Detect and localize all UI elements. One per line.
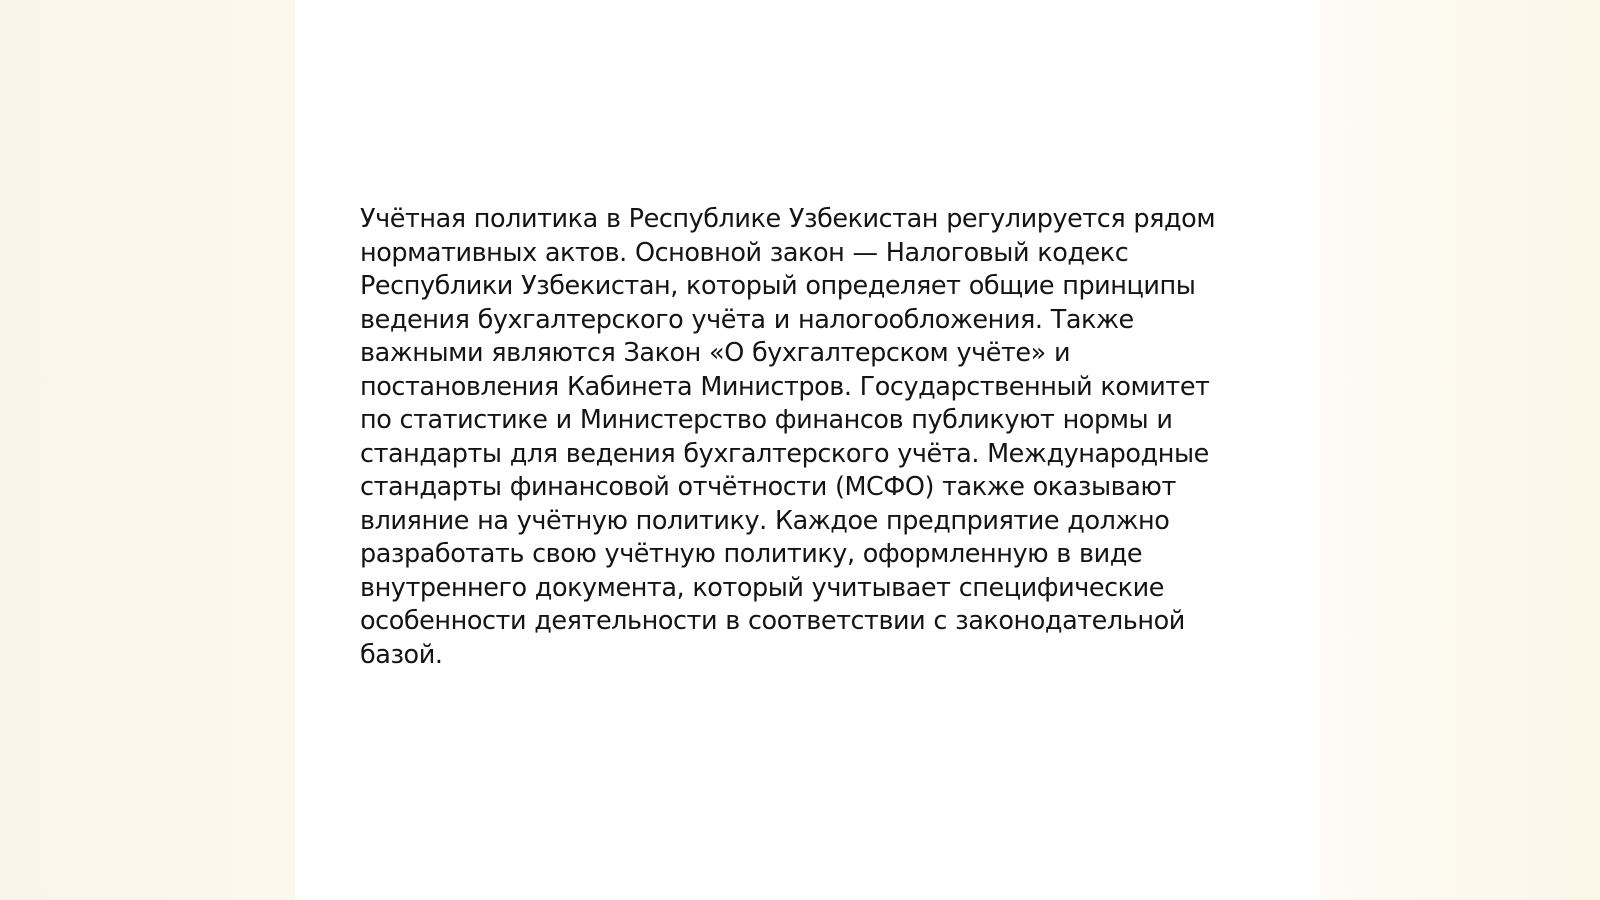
slide-panel — [295, 0, 1320, 900]
body-paragraph: Учётная политика в Республике Узбекистан регулируется рядом нормативных актов. Основной закон — Налоговый кодекс Республики Узбекистан, который определяет общие принципы ведения бухгалтерского учёта и налогообложения. Также важными являются Закон «О бухгалтерском учёте» и постановления Кабинета Министров. Государственный комитет по статистике и Министерство финансов публикуют нормы и стандарты для ведения бухгалтерского учёта. Международные стандарты финансовой отчётности (МСФО) также оказывают влияние на учётную политику. Каждое предприятие должно разработать свою учётную политику, оформленную в виде внутреннего документа, который учитывает специфические особенности деятельности в соответствии с законодательной базой. — [360, 204, 1216, 670]
